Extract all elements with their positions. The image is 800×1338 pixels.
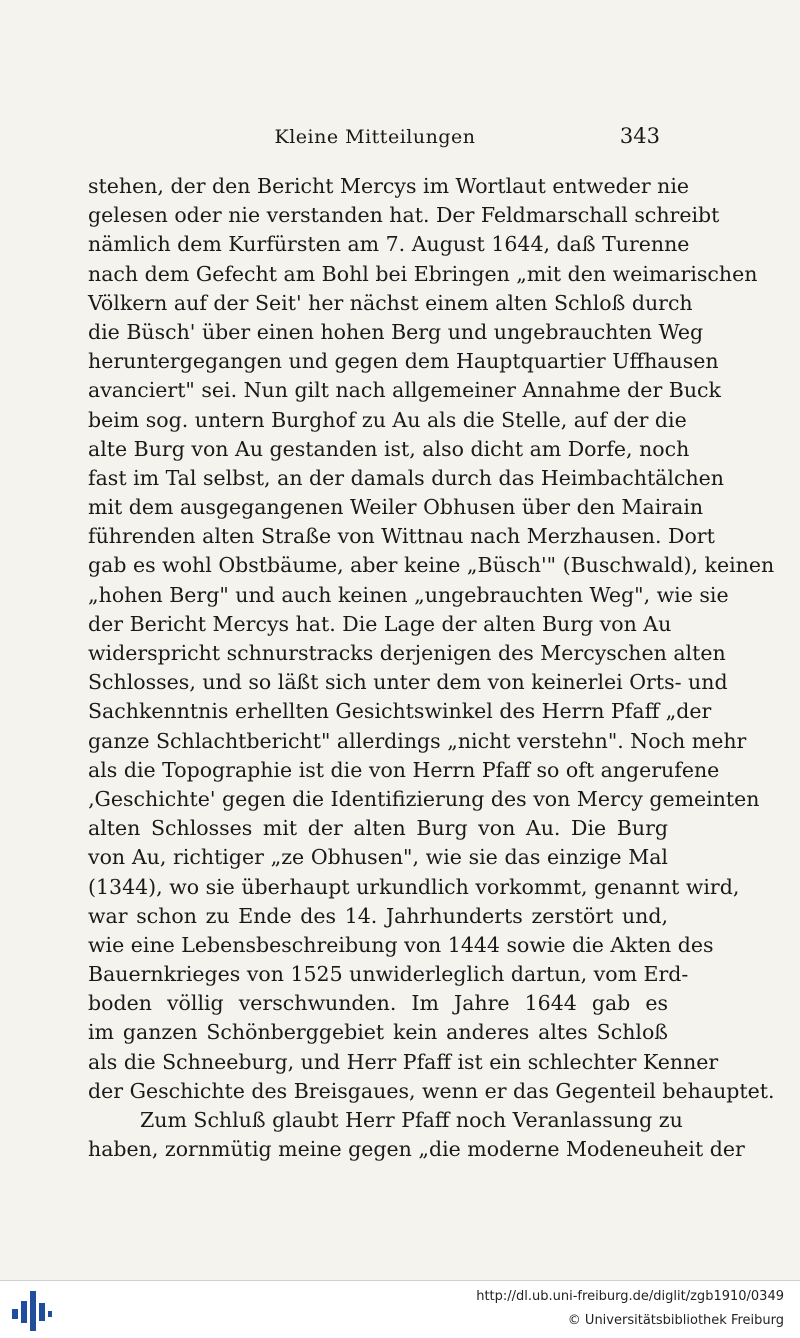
- copyright-notice: © Universitätsbibliothek Freiburg: [567, 1313, 784, 1328]
- text-line: ganze Schlachtbericht" allerdings „nicht verstehn". Noch mehr: [88, 728, 747, 753]
- text-line: „hohen Berg" und auch keinen „ungebrauchten Weg", wie sie: [88, 582, 729, 607]
- page-header: [88, 124, 662, 154]
- text-line: mit dem ausgegangenen Weiler Obhusen über den Mairain: [88, 495, 704, 520]
- text-line: der Geschichte des Breisgaues, wenn er das Gegenteil behauptet.: [88, 1078, 775, 1103]
- text-line: war schon zu Ende des 14. Jahrhunderts zerstört und,: [88, 903, 668, 928]
- text-line: gelesen oder nie verstanden hat. Der Feldmarschall schreibt: [88, 203, 720, 228]
- text-line: nämlich dem Kurfürsten am 7. August 1644, daß Turenne: [88, 232, 690, 257]
- text-line: Zum Schluß glaubt Herr Pfaff noch Veranlassung zu: [140, 1108, 683, 1132]
- text-line: als die Schneeburg, und Herr Pfaff ist ein schlechter Kenner: [88, 1049, 719, 1074]
- footer-bar: [0, 1280, 800, 1338]
- text-line: ‚Geschichte' gegen die Identifizierung des von Mercy gemeinten: [88, 786, 760, 811]
- ub-freiburg-logo-icon: [12, 1291, 52, 1331]
- text-line: heruntergegangen und gegen dem Hauptquartier Uffhausen: [88, 349, 719, 374]
- text-line: alten Schlosses mit der alten Burg von Au. Die Burg: [88, 816, 668, 841]
- text-line: im ganzen Schönberggebiet kein anderes altes Schloß: [88, 1020, 668, 1045]
- text-line: haben, zornmütig meine gegen „die moderne Modeneuheit der: [88, 1137, 745, 1162]
- text-line: fast im Tal selbst, an der damals durch das Heimbachtälchen: [88, 465, 724, 490]
- text-line: widerspricht schnurstracks derjenigen des Mercyschen alten: [88, 641, 726, 665]
- text-line: stehen, der den Bericht Mercys im Wortlaut entweder nie: [88, 174, 690, 198]
- text-line: alte Burg von Au gestanden ist, also dicht am Dorfe, noch: [88, 436, 690, 461]
- text-line: führenden alten Straße von Wittnau nach Merzhausen. Dort: [88, 524, 715, 549]
- text-line: der Bericht Mercys hat. Die Lage der alten Burg von Au: [88, 611, 672, 636]
- text-line: nach dem Gefecht am Bohl bei Ebringen „mit den weimarischen: [88, 261, 758, 286]
- text-line: von Au, richtiger „ze Obhusen", wie sie das einzige Mal: [88, 845, 668, 870]
- text-line: beim sog. untern Burghof zu Au als die Stelle, auf der die: [88, 407, 687, 432]
- text-line: als die Topographie ist die von Herrn Pfaff so oft angerufene: [88, 757, 720, 782]
- text-line: gab es wohl Obstbäume, aber keine „Büsch'" (Buschwald), keinen: [88, 553, 775, 578]
- text-line: Bauernkrieges von 1525 unwiderleglich dartun, vom Erd-: [88, 962, 689, 987]
- text-line: Sachkenntnis erhellten Gesichtswinkel des Herrn Pfaff „der: [88, 699, 712, 724]
- text-line: Völkern auf der Seit' her nächst einem alten Schloß durch: [88, 290, 693, 315]
- text-line: avanciert" sei. Nun gilt nach allgemeiner Annahme der Buck: [88, 378, 721, 403]
- text-line: Schlosses, und so läßt sich unter dem von keinerlei Orts- und: [88, 670, 728, 695]
- running-head: Kleine Mitteilungen: [274, 126, 476, 148]
- text-line: (1344), wo sie überhaupt urkundlich vorkommt, genannt wird,: [88, 874, 740, 899]
- text-line: wie eine Lebensbeschreibung von 1444 sowie die Akten des: [88, 932, 714, 957]
- page-number: 343: [619, 124, 660, 148]
- source-url-link[interactable]: http://dl.ub.uni-freiburg.de/diglit/zgb1910/0349: [476, 1289, 784, 1304]
- text-line: boden völlig verschwunden. Im Jahre 1644 gab es: [88, 991, 668, 1016]
- text-line: die Büsch' über einen hohen Berg und ungebrauchten Weg: [88, 319, 704, 344]
- body-text: [88, 172, 775, 1164]
